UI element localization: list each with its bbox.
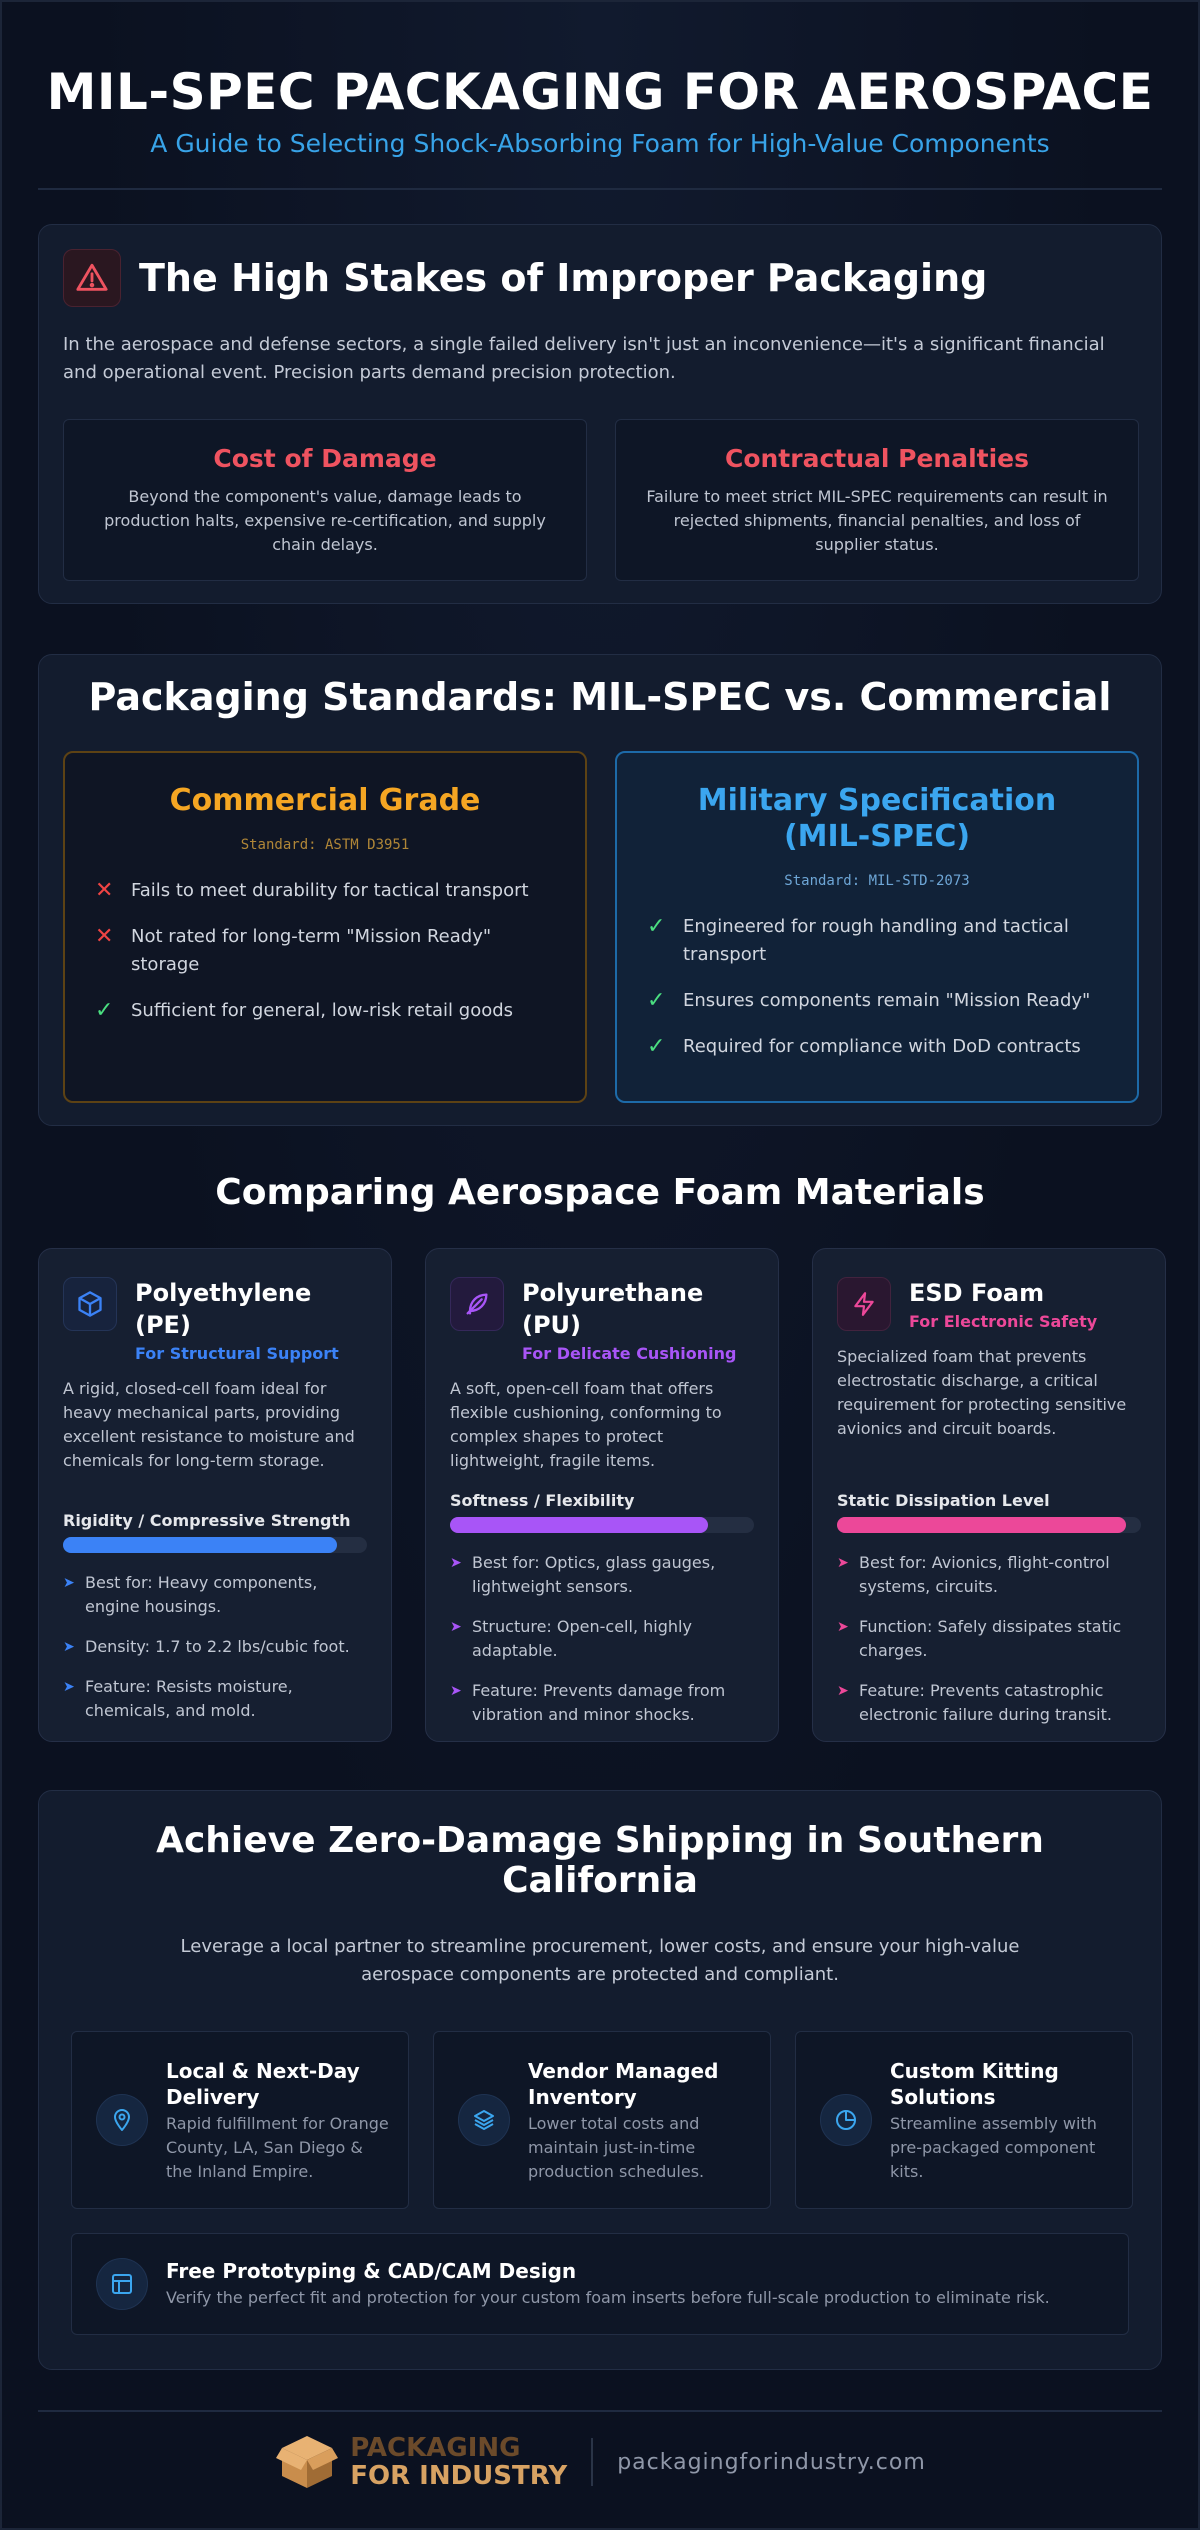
foam-tag: For Electronic Safety — [909, 1312, 1098, 1331]
mil-spec-standard-code: Standard: MIL-STD-2073 — [784, 873, 970, 889]
arrow-icon: ➤ — [450, 1619, 462, 1635]
list-item-text: Ensures components remain "Mission Ready" — [683, 990, 1091, 1011]
layout-icon — [96, 2258, 148, 2310]
list-item-text: Engineered for rough handling and tactical transport — [683, 916, 1069, 965]
box-logo-icon — [274, 2432, 340, 2492]
stakes-heading — [63, 249, 987, 307]
cube-icon — [63, 1277, 117, 1331]
metric-bar-fill — [837, 1517, 1126, 1533]
page-title: MIL-SPEC PACKAGING FOR AEROSPACE — [46, 63, 1154, 121]
list-item-text: Best for: Avionics, flight-control systems, circuits. — [859, 1553, 1110, 1596]
polyurethane-card — [425, 1248, 779, 1742]
pie-chart-icon — [820, 2094, 872, 2146]
feather-icon — [450, 1277, 504, 1331]
footer-separator — [591, 2438, 593, 2486]
commercial-grade-card — [63, 751, 587, 1103]
custom-kitting-card — [795, 2031, 1133, 2209]
arrow-icon: ➤ — [450, 1683, 462, 1699]
services-section — [38, 1790, 1162, 2370]
list-item — [647, 1033, 1107, 1061]
arrow-icon: ➤ — [837, 1683, 849, 1699]
service-text: Lower total costs and maintain just-in-time production schedules. — [528, 2114, 705, 2181]
card-text: Beyond the component's value, damage leads to production halts, expensive re-certification, and supply chain delays. — [104, 487, 546, 554]
list-item-text: Required for compliance with DoD contracts — [683, 1036, 1081, 1057]
check-mark-icon: ✓ — [647, 914, 666, 939]
metric-bar — [450, 1517, 754, 1533]
list-item — [647, 913, 1107, 969]
prototyping-card — [71, 2233, 1129, 2335]
card-text: Failure to meet strict MIL-SPEC requirements can result in rejected shipments, financial penalties, and loss of supplier status. — [646, 487, 1108, 554]
local-delivery-card — [71, 2031, 409, 2209]
list-item-text: Structure: Open-cell, highly adaptable. — [472, 1617, 692, 1660]
list-item-text: Feature: Prevents damage from vibration and minor shocks. — [472, 1681, 726, 1724]
company-logo[interactable] — [274, 2432, 567, 2492]
list-item — [95, 923, 555, 979]
vendor-managed-inventory-card — [433, 2031, 771, 2209]
standards-title: Packaging Standards: MIL-SPEC vs. Commercial — [88, 675, 1112, 719]
polyethylene-card — [38, 1248, 392, 1742]
foam-bullets — [837, 1551, 1141, 1743]
services-title: Achieve Zero-Damage Shipping in Southern California — [156, 1820, 1044, 1901]
header — [38, 60, 1162, 160]
commercial-standard-code: Standard: ASTM D3951 — [240, 837, 410, 853]
metric-label: Rigidity / Compressive Strength — [63, 1511, 351, 1530]
foams-title: Comparing Aerospace Foam Materials — [215, 1172, 985, 1213]
foam-bullets — [450, 1551, 754, 1743]
list-item-text: Function: Safely dissipates static charges. — [859, 1617, 1122, 1660]
service-title: Vendor Managed Inventory — [528, 2059, 719, 2109]
arrow-icon: ➤ — [63, 1679, 75, 1695]
list-item — [450, 1679, 754, 1727]
list-item-text: Not rated for long-term "Mission Ready" storage — [131, 926, 492, 975]
footer-divider — [38, 2410, 1162, 2412]
esd-foam-card — [812, 1248, 1166, 1742]
arrow-icon: ➤ — [837, 1619, 849, 1635]
list-item — [837, 1615, 1141, 1663]
list-item-text: Density: 1.7 to 2.2 lbs/cubic foot. — [85, 1637, 350, 1656]
list-item-text: Feature: Prevents catastrophic electronic failure during transit. — [859, 1681, 1112, 1724]
prototyping-text: Verify the perfect fit and protection for your custom foam inserts before full-scale production to eliminate risk. — [166, 2288, 1050, 2307]
arrow-icon: ➤ — [63, 1639, 75, 1655]
list-item-text: Best for: Heavy components, engine housings. — [85, 1573, 318, 1616]
standards-section — [38, 654, 1162, 1126]
list-item — [63, 1675, 367, 1723]
list-item — [450, 1615, 754, 1663]
mil-spec-title: Military Specification (MIL-SPEC) — [697, 783, 1057, 854]
logo-line-1: PACKAGING — [350, 2433, 521, 2463]
foam-description: Specialized foam that prevents electrostatic discharge, a critical requirement for protecting sensitive avionics and circuit boards. — [837, 1347, 1127, 1438]
check-mark-icon: ✓ — [95, 998, 114, 1023]
list-item-text: Fails to meet durability for tactical transport — [131, 880, 529, 901]
services-intro: Leverage a local partner to streamline procurement, lower costs, and ensure your high-value aerospace components are protected and compliant. — [180, 1936, 1020, 1985]
mil-spec-list — [647, 913, 1107, 1061]
service-text: Rapid fulfillment for Orange County, LA, San Diego & the Inland Empire. — [166, 2114, 389, 2181]
list-item — [450, 1551, 754, 1599]
warning-triangle-icon — [63, 249, 121, 307]
stakes-title: The High Stakes of Improper Packaging — [139, 256, 988, 300]
metric-bar-fill — [63, 1537, 337, 1553]
list-item — [837, 1551, 1141, 1599]
commercial-list — [95, 877, 555, 1025]
header-divider — [38, 188, 1162, 190]
lightning-bolt-icon — [837, 1277, 891, 1331]
foam-tag: For Delicate Cushioning — [522, 1344, 737, 1363]
foam-heading — [63, 1277, 375, 1365]
list-item-text: Feature: Resists moisture, chemicals, and mold. — [85, 1677, 293, 1720]
footer — [2, 2434, 1198, 2490]
page-subtitle: A Guide to Selecting Shock-Absorbing Foam for High-Value Components — [150, 129, 1050, 158]
foam-bullets — [63, 1571, 367, 1739]
foam-heading — [837, 1277, 1149, 1333]
arrow-icon: ➤ — [63, 1575, 75, 1591]
arrow-icon: ➤ — [450, 1555, 462, 1571]
list-item — [837, 1679, 1141, 1727]
foam-name: Polyethylene (PE) — [135, 1279, 312, 1339]
mil-spec-card — [615, 751, 1139, 1103]
list-item — [63, 1635, 367, 1659]
service-title: Custom Kitting Solutions — [890, 2059, 1059, 2109]
map-pin-icon — [96, 2094, 148, 2146]
metric-label: Static Dissipation Level — [837, 1491, 1050, 1510]
foam-tag: For Structural Support — [135, 1344, 339, 1363]
list-item — [63, 1571, 367, 1619]
logo-line-2: FOR INDUSTRY — [350, 2461, 568, 2491]
service-title: Local & Next-Day Delivery — [166, 2059, 360, 2109]
foam-name: ESD Foam — [909, 1279, 1045, 1307]
metric-bar — [837, 1517, 1141, 1533]
check-mark-icon: ✓ — [647, 988, 666, 1013]
metric-bar-fill — [450, 1517, 708, 1533]
foam-description: A soft, open-cell foam that offers flexible cushioning, conforming to complex shapes to protect lightweight, fragile items. — [450, 1379, 722, 1470]
list-item-text: Best for: Optics, glass gauges, lightweight sensors. — [472, 1553, 716, 1596]
metric-label: Softness / Flexibility — [450, 1491, 635, 1510]
card-title: Contractual Penalties — [724, 444, 1030, 473]
foam-heading — [450, 1277, 762, 1365]
layers-icon — [458, 2094, 510, 2146]
x-mark-icon: ✕ — [95, 878, 114, 903]
stakes-intro: In the aerospace and defense sectors, a single failed delivery isn't just an inconvenience—it's a significant financial and operational event. Precision parts demand precision protection. — [63, 334, 1105, 383]
commercial-title: Commercial Grade — [169, 783, 481, 818]
x-mark-icon: ✕ — [95, 924, 114, 949]
cost-of-damage-card — [63, 419, 587, 581]
list-item — [647, 987, 1107, 1015]
arrow-icon: ➤ — [837, 1555, 849, 1571]
list-item — [95, 997, 555, 1025]
metric-bar — [63, 1537, 367, 1553]
foam-description: A rigid, closed-cell foam ideal for heavy mechanical parts, providing excellent resistance to moisture and chemicals for long-term storage. — [63, 1379, 355, 1470]
card-title: Cost of Damage — [213, 444, 437, 473]
list-item-text: Sufficient for general, low-risk retail goods — [131, 1000, 514, 1021]
stakes-section — [38, 224, 1162, 604]
contractual-penalties-card — [615, 419, 1139, 581]
service-text: Streamline assembly with pre-packaged component kits. — [890, 2114, 1097, 2181]
list-item — [95, 877, 555, 905]
website-link[interactable]: packagingforindustry.com — [617, 2449, 926, 2475]
prototyping-title: Free Prototyping & CAD/CAM Design — [166, 2259, 577, 2283]
check-mark-icon: ✓ — [647, 1034, 666, 1059]
foam-name: Polyurethane (PU) — [522, 1279, 704, 1339]
